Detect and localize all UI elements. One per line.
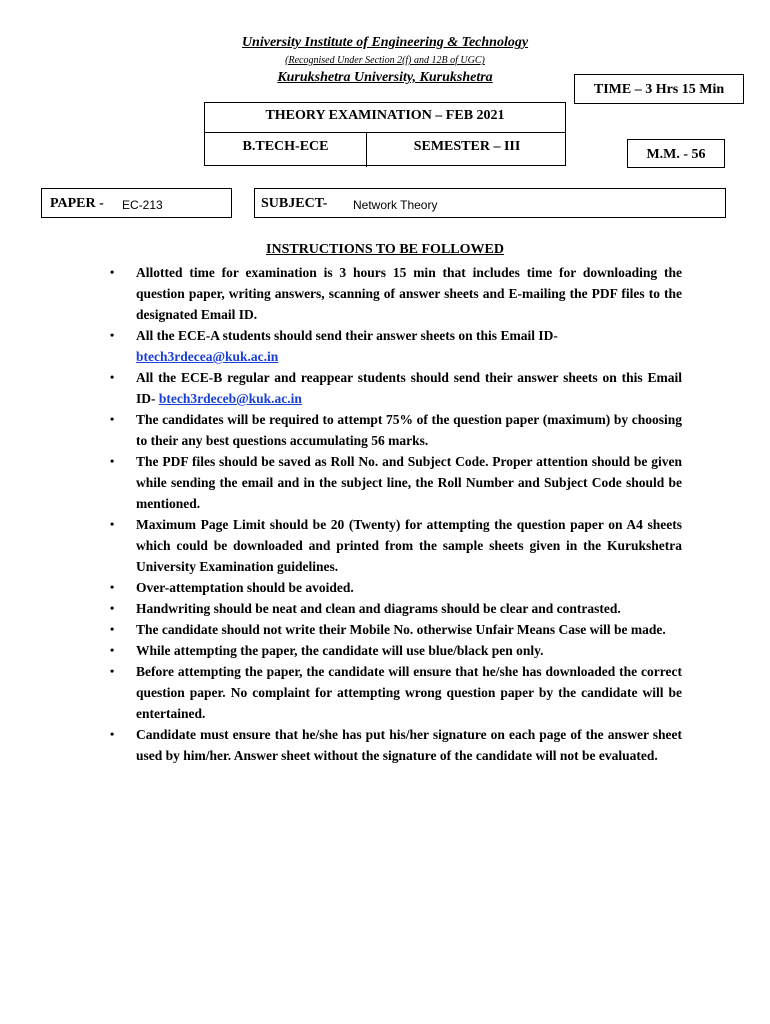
instruction-text: Candidate must ensure that he/she has put his/her signature on each page of the answer sheet used by him/her. Answer sheet without the signature of the candidate will not be evaluated. [136, 727, 682, 763]
bullet-icon: • [110, 517, 115, 531]
email-link-ece-b[interactable]: btech3rdeceb@kuk.ac.in [158, 391, 302, 406]
exam-title: THEORY EXAMINATION – FEB 2021 [205, 103, 565, 133]
exam-info-table [204, 102, 566, 166]
instruction-text: While attempting the paper, the candidate will use blue/black pen only. [136, 643, 544, 658]
max-marks-box: M.M. - 56 [627, 139, 725, 168]
instruction-text: The candidate should not write their Mobile No. otherwise Unfair Means Case will be made. [136, 622, 666, 637]
email-link-ece-a[interactable]: btech3rdecea@kuk.ac.in [136, 349, 279, 364]
instruction-text: All the ECE-B regular and reappear students should send their answer sheets on this Email ID- [136, 370, 682, 406]
list-item [110, 640, 682, 661]
instruction-text: Before attempting the paper, the candidate will ensure that he/she has downloaded the correct question paper. No complaint for attempting wrong question paper by the candidate will be entertained. [136, 664, 682, 721]
subject-label: SUBJECT- [261, 196, 328, 211]
instructions-heading: INSTRUCTIONS TO BE FOLLOWED [266, 242, 504, 257]
semester-cell: SEMESTER – III [413, 139, 521, 154]
recognition-note: (Recognised Under Section 2(f) and 12B of UGC) [285, 55, 485, 66]
instruction-text: The candidates will be required to attempt 75% of the question paper (maximum) by choosing to their any best questions accumulating 56 marks. [136, 412, 682, 448]
institute-name: University Institute of Engineering & Technology [241, 35, 529, 50]
bullet-icon: • [110, 601, 115, 615]
instruction-text: Maximum Page Limit should be 20 (Twenty) for attempting the question paper on A4 sheets which could be downloaded and printed from the sample sheets given in the Kurukshetra University Examination guidelines. [136, 517, 682, 574]
instruction-text: Over-attemptation should be avoided. [136, 580, 354, 595]
instruction-text: Allotted time for examination is 3 hours 15 min that includes time for downloading the question paper, writing answers, scanning of answer sheets and E-mailing the PDF files to the designated Email ID. [136, 265, 682, 322]
subject-box [254, 188, 726, 218]
bullet-icon: • [110, 370, 115, 384]
instructions-list [110, 262, 682, 766]
time-box: TIME – 3 Hrs 15 Min [574, 74, 744, 104]
paper-code: EC-213 [122, 198, 163, 212]
bullet-icon: • [110, 265, 115, 279]
bullet-icon: • [110, 622, 115, 636]
list-item [110, 325, 682, 367]
bullet-icon: • [110, 580, 115, 594]
bullet-icon: • [110, 328, 115, 342]
bullet-icon: • [110, 412, 115, 426]
program-cell: B.TECH-ECE [205, 133, 367, 167]
list-item [110, 451, 682, 514]
list-item [110, 409, 682, 451]
list-item [110, 514, 682, 577]
list-item [110, 598, 682, 619]
bullet-icon: • [110, 727, 115, 741]
instruction-text: All the ECE-A students should send their answer sheets on this Email ID- [136, 328, 558, 343]
list-item [110, 724, 682, 766]
paper-box [41, 188, 232, 218]
list-item [110, 367, 682, 409]
list-item [110, 577, 682, 598]
university-name: Kurukshetra University, Kurukshetra [277, 70, 493, 85]
bullet-icon: • [110, 664, 115, 678]
bullet-icon: • [110, 454, 115, 468]
list-item [110, 661, 682, 724]
list-item [110, 262, 682, 325]
bullet-icon: • [110, 643, 115, 657]
list-item [110, 619, 682, 640]
instruction-text: The PDF files should be saved as Roll No. and Subject Code. Proper attention should be given while sending the email and in the subject line, the Roll Number and Subject Code should be mentioned. [136, 454, 682, 511]
paper-label: PAPER - [50, 196, 104, 211]
subject-name: Network Theory [353, 198, 438, 212]
instruction-text: Handwriting should be neat and clean and diagrams should be clear and contrasted. [136, 601, 621, 616]
